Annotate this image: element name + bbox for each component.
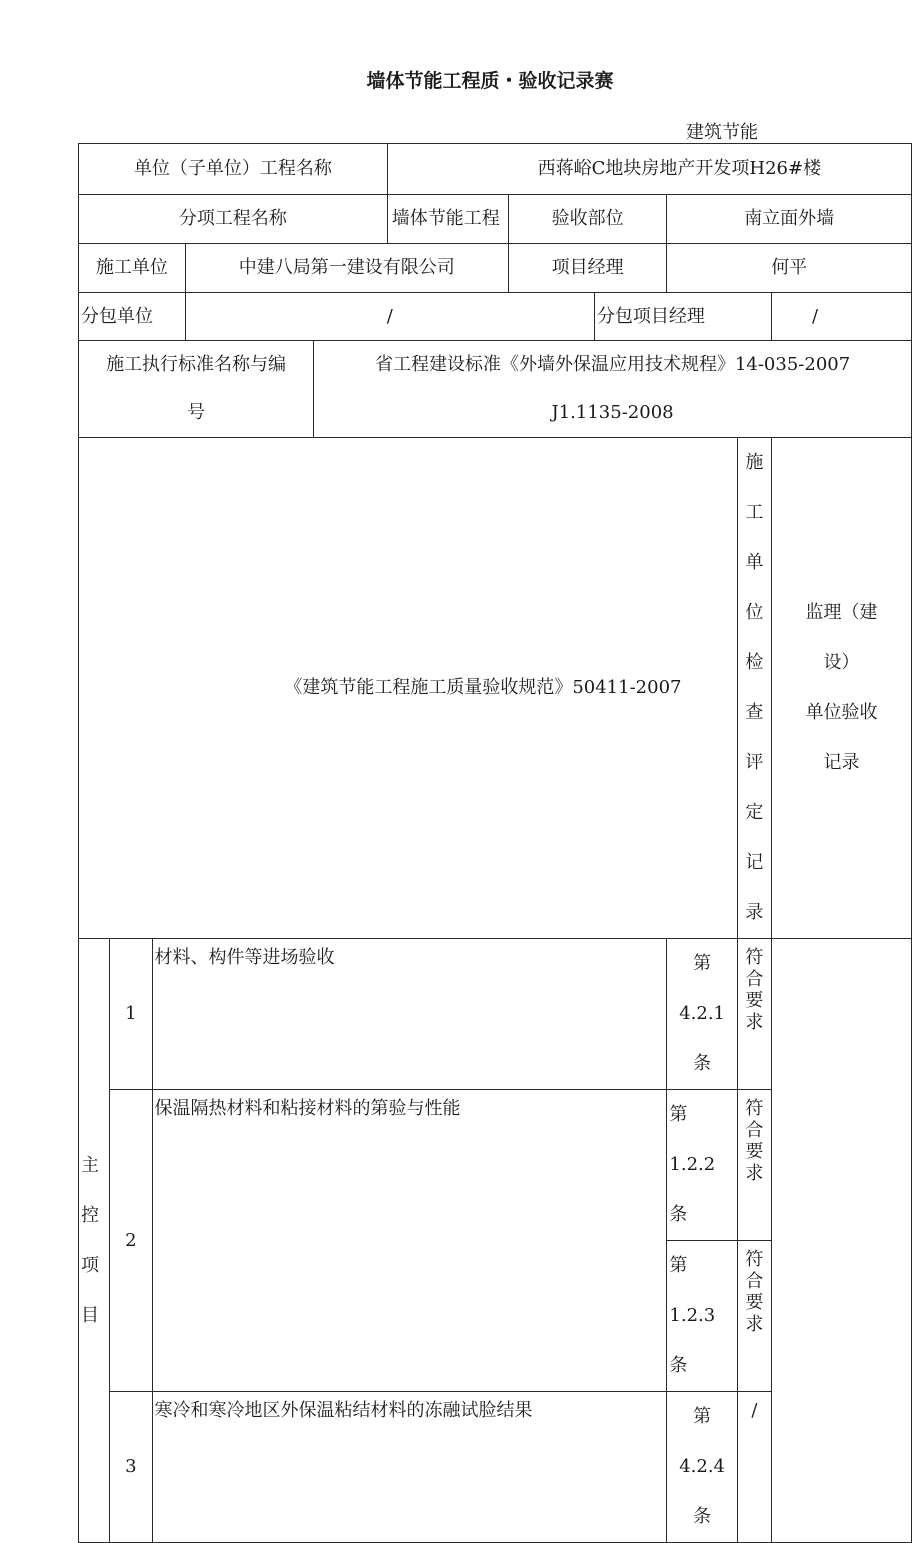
acceptance-part-value: 南立面外墙 xyxy=(667,195,912,244)
contractor-check-header xyxy=(737,438,771,939)
pm-label: 项目经理 xyxy=(508,244,666,293)
subitem-value: 墙体节能工程 xyxy=(387,195,508,244)
standard-label xyxy=(79,341,314,438)
item-clause xyxy=(667,1392,737,1543)
contractor-check-line-3: 记录 xyxy=(745,852,764,923)
category-label: 建筑节能 xyxy=(686,122,758,143)
supervisor-check-line-3: 单位验收 xyxy=(805,702,878,723)
item-number: 2 xyxy=(110,1090,152,1392)
clause-line: 4.2.1 xyxy=(679,1003,725,1024)
clause-line: 条 xyxy=(669,1204,688,1225)
sub-pm-value: / xyxy=(771,293,911,341)
row-project-name xyxy=(79,144,912,195)
contractor-result: 符合要求 xyxy=(737,1090,771,1241)
contractor-result: 符合要求 xyxy=(737,1241,771,1392)
supervisor-check-line-4: 记录 xyxy=(823,752,860,773)
contractor-check-line-2: 检查评定 xyxy=(745,652,764,823)
supervisor-check-line-2: 设） xyxy=(823,652,860,673)
row-spec-header xyxy=(79,438,912,939)
standard-value xyxy=(314,341,912,438)
document-title: 墙体节能工程质・验收记录赛 xyxy=(366,70,614,92)
project-name-label: 单位（子单位）工程名称 xyxy=(79,144,388,195)
standard-label-line-2: 号 xyxy=(187,402,206,423)
subcontractor-value: / xyxy=(185,293,594,341)
sub-pm-label: 分包项目经理 xyxy=(594,293,771,341)
subcontractor-label: 分包单位 xyxy=(79,293,186,341)
row-subitem xyxy=(79,195,912,244)
item-text: 保温隔热材料和粘接材料的第验与性能 xyxy=(152,1090,667,1392)
supervisor-check-line-1: 监理（建 xyxy=(805,602,878,623)
clause-line: 1.2.3 xyxy=(669,1305,716,1326)
clause-line: 条 xyxy=(693,1506,712,1527)
main-control-char: 项 xyxy=(81,1254,99,1276)
clause-line: 第 xyxy=(693,1406,712,1427)
contractor-result: / xyxy=(737,1392,771,1543)
main-control-label xyxy=(79,939,110,1543)
project-name-value: 西蒋峪C地块房地产开发项H26#楼 xyxy=(387,144,911,195)
table-row xyxy=(79,939,912,1090)
main-control-char: 主 xyxy=(81,1154,99,1176)
clause-line: 条 xyxy=(693,1053,712,1074)
main-control-char: 控 xyxy=(81,1204,99,1226)
contractor-result: 符合要求 xyxy=(737,939,771,1090)
standard-value-line-2: J1.1135-2008 xyxy=(551,402,674,423)
subitem-label: 分项工程名称 xyxy=(79,195,388,244)
item-text: 材料、构件等进场验收 xyxy=(152,939,667,1090)
clause-line: 第 xyxy=(669,1255,688,1276)
spec-code: 《建筑节能工程施工质量验收规范》50411-2007 xyxy=(79,438,738,939)
clause-line: 第 xyxy=(669,1104,688,1125)
acceptance-part-label: 验收部位 xyxy=(508,195,666,244)
supervisor-result xyxy=(771,939,911,1543)
contractor-label: 施工单位 xyxy=(79,244,186,293)
standard-label-line-1: 施工执行标准名称与编 xyxy=(106,354,287,375)
item-number: 1 xyxy=(110,939,152,1090)
clause-line: 条 xyxy=(669,1355,688,1376)
clause-line: 第 xyxy=(693,953,712,974)
item-clause xyxy=(667,1090,737,1241)
item-number: 3 xyxy=(110,1392,152,1543)
row-subcontractor xyxy=(79,293,912,341)
standard-value-line-1: 省工程建设标准《外墙外保温应用技术规程》14-035-2007 xyxy=(374,354,851,375)
main-control-char: 目 xyxy=(81,1304,99,1326)
clause-line: 1.2.2 xyxy=(669,1154,716,1175)
contractor-check-line-1: 施工单位 xyxy=(745,452,764,623)
row-contractor xyxy=(79,244,912,293)
supervisor-check-header xyxy=(771,438,911,939)
item-clause xyxy=(667,939,737,1090)
pm-value: 何平 xyxy=(667,244,912,293)
contractor-value: 中建八局第一建设有限公司 xyxy=(185,244,508,293)
row-standard xyxy=(79,341,912,438)
item-clause xyxy=(667,1241,737,1392)
item-text: 寒冷和寒冷地区外保温粘结材料的冻融试脸结果 xyxy=(152,1392,667,1543)
acceptance-record-table xyxy=(78,143,912,1543)
clause-line: 4.2.4 xyxy=(679,1456,725,1477)
